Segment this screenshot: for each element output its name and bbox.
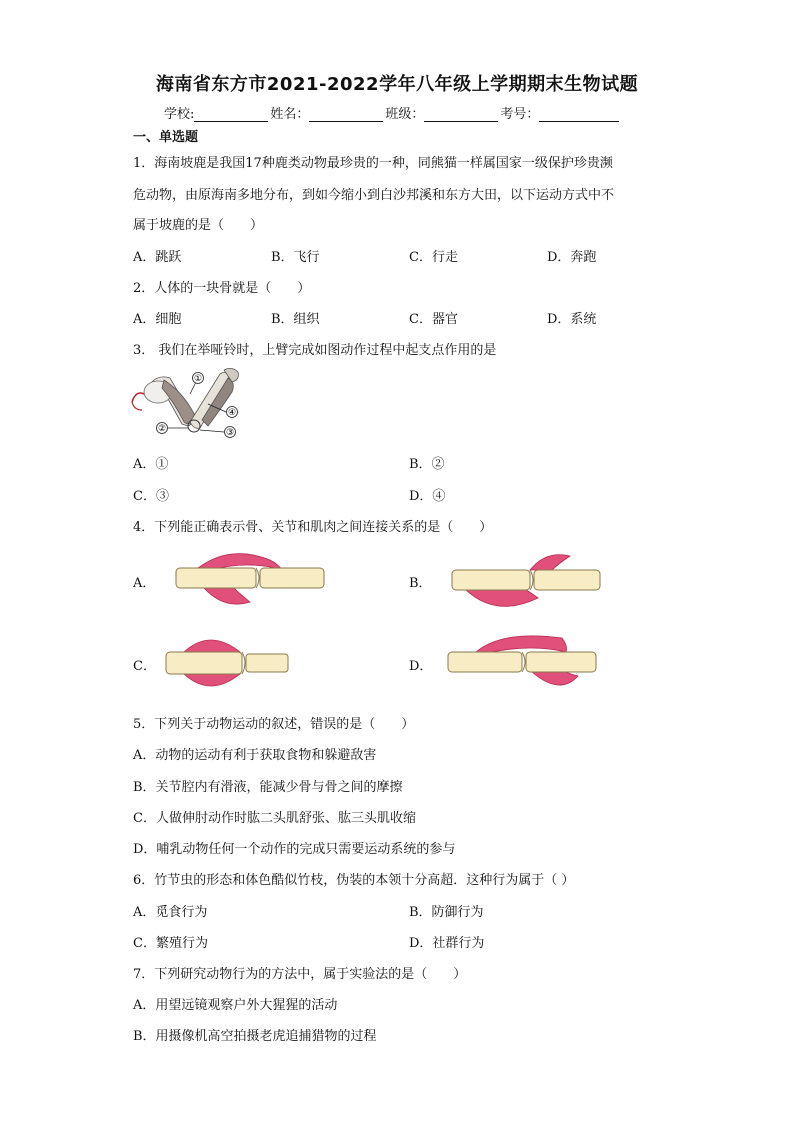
q3-option-b[interactable]: B．② [409, 457, 445, 472]
q1-option-c[interactable]: C．行走 [409, 250, 458, 265]
student-info-row [164, 103, 621, 122]
q6-option-b[interactable]: B．防御行为 [409, 905, 484, 920]
q7-option-b[interactable]: B．用摄像机高空拍摄老虎追捕猎物的过程 [133, 1029, 377, 1044]
q1-stem-line3: 属于坡鹿的是（ ） [133, 218, 264, 233]
q2-option-b[interactable]: B．组织 [271, 312, 320, 327]
q6-stem: 6．竹节虫的形态和体色酷似竹枝，伪装的本领十分高超．这种行为属于（ ） [133, 873, 575, 888]
q4-figure-c [160, 630, 290, 696]
q1-option-a[interactable]: A．跳跃 [133, 250, 182, 265]
q4-option-d[interactable]: D． [409, 659, 433, 674]
q4-figure-d [442, 628, 598, 698]
q3-option-d[interactable]: D．④ [409, 489, 446, 504]
class-field[interactable] [424, 107, 498, 122]
q6-option-a[interactable]: A．觅食行为 [133, 905, 208, 920]
q6-option-d[interactable]: D．社群行为 [409, 936, 485, 951]
q4-figure-a [170, 546, 326, 610]
q1-option-d[interactable]: D．奔跑 [547, 250, 597, 265]
q1-stem-line2: 危动物，由原海南多地分布，到如今缩小到白沙邦溪和东方大田，以下运动方式中不 [133, 188, 615, 203]
q4-stem: 4．下列能正确表示骨、关节和肌肉之间连接关系的是（ ） [133, 520, 493, 535]
figure-label-2: ② [157, 424, 167, 434]
arm-muscle-figure [128, 364, 248, 442]
class-label: 班级： [385, 107, 425, 122]
q3-option-a[interactable]: A．① [133, 457, 169, 472]
name-label: 姓名： [270, 107, 310, 122]
q1-stem-line1: 1．海南坡鹿是我国17种鹿类动物最珍贵的一种，同熊猫一样属国家一级保护珍贵濒 [133, 156, 613, 171]
exam-no-field[interactable] [539, 107, 619, 122]
q1-option-b[interactable]: B．飞行 [271, 250, 320, 265]
q5-option-b[interactable]: B．关节腔内有滑液，能减少骨与骨之间的摩擦 [133, 780, 403, 795]
q2-option-a[interactable]: A．细胞 [133, 312, 182, 327]
q2-stem: 2．人体的一块骨就是（ ） [133, 281, 311, 296]
exam-no-label: 考号： [500, 107, 540, 122]
q4-option-b[interactable]: B． [409, 576, 432, 591]
section-title: 一、单选题 [133, 130, 199, 145]
name-field[interactable] [309, 107, 383, 122]
q4-option-a[interactable]: A． [133, 576, 156, 591]
figure-label-3: ③ [225, 428, 235, 438]
q5-option-a[interactable]: A．动物的运动有利于获取食物和躲避敌害 [133, 748, 377, 763]
q6-option-c[interactable]: C．繁殖行为 [133, 936, 208, 951]
q7-stem: 7．下列研究动物行为的方法中，属于实验法的是（ ） [133, 967, 467, 982]
q4-figure-b [446, 546, 602, 614]
page-title: 海南省东方市2021-2022学年八年级上学期期末生物试题 [155, 74, 639, 95]
q2-option-d[interactable]: D．系统 [547, 312, 597, 327]
figure-label-4: ④ [227, 408, 237, 418]
school-label: 学校: [164, 107, 195, 122]
q3-option-c[interactable]: C．③ [133, 489, 169, 504]
q5-option-c[interactable]: C．人做伸肘动作时肱二头肌舒张、肱三头肌收缩 [133, 811, 416, 826]
q7-option-a[interactable]: A．用望远镜观察户外大猩猩的活动 [133, 998, 338, 1013]
q3-stem: 3． 我们在举哑铃时，上臂完成如图动作过程中起支点作用的是 [133, 343, 497, 358]
q5-option-d[interactable]: D．哺乳动物任何一个动作的完成只需要运动系统的参与 [133, 842, 456, 857]
figure-label-1: ① [193, 374, 203, 384]
q4-option-c[interactable]: C． [133, 659, 156, 674]
q2-option-c[interactable]: C．器官 [409, 312, 458, 327]
q5-stem: 5．下列关于动物运动的叙述，错误的是（ ） [133, 717, 415, 732]
school-field[interactable] [194, 107, 268, 122]
